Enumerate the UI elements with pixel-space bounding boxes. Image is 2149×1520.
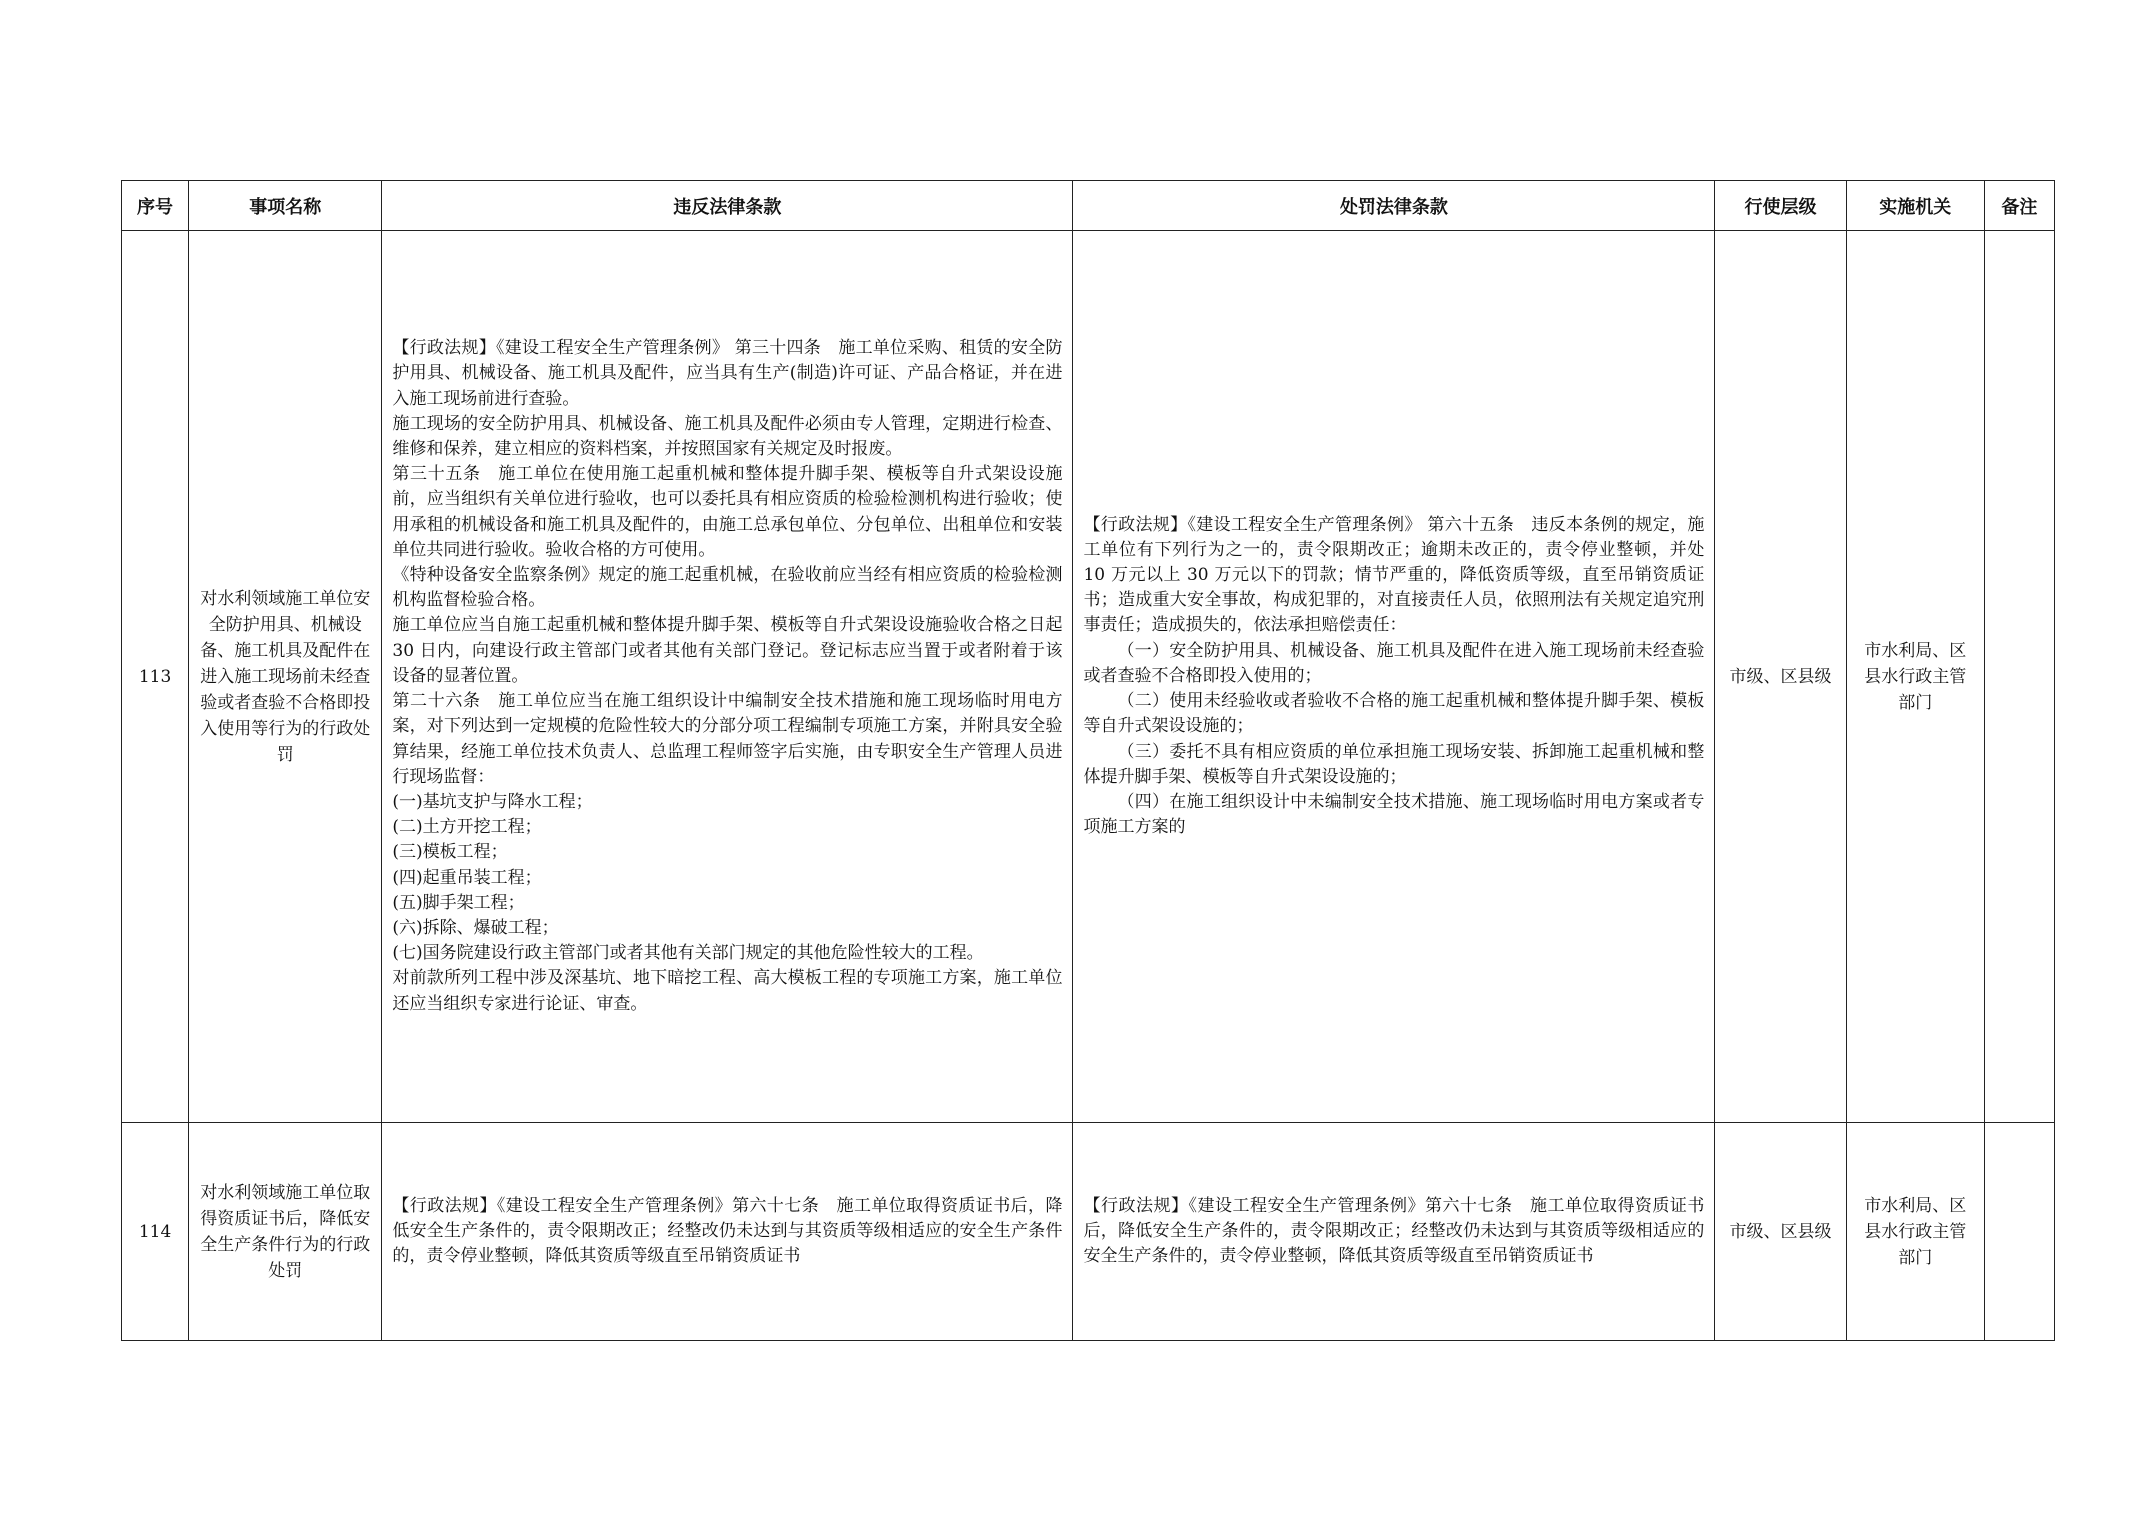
row-seq: 114: [122, 1123, 189, 1341]
header-seq: 序号: [122, 181, 189, 231]
table-row: [122, 1123, 2055, 1341]
violation-paragraph: (二)土方开挖工程；: [392, 817, 542, 838]
violation-paragraph: 施工单位应当自施工起重机械和整体提升脚手架、模板等自升式架设设施验收合格之日起 30 日内，向建设行政主管部门或者其他有关部门登记。登记标志应当置于或者附着于该设备的显著位置。: [392, 615, 1063, 686]
row-violation-clauses: [382, 1123, 1073, 1341]
violation-paragraph: (四)起重吊装工程；: [392, 867, 542, 888]
header-level: 行使层级: [1715, 181, 1846, 231]
row-remarks: [1984, 1123, 2054, 1341]
row-penalty-clauses: [1073, 231, 1715, 1123]
table-row: [122, 231, 2055, 1123]
header-item-name: 事项名称: [189, 181, 382, 231]
violation-paragraph: 《特种设备安全监察条例》规定的施工起重机械，在验收前应当经有相应资质的检验检测机构监督检验合格。: [392, 565, 1063, 611]
row-level: 市级、区县级: [1715, 231, 1846, 1123]
table-header-row: [122, 181, 2055, 231]
row-remarks: [1984, 231, 2054, 1123]
violation-paragraph: (七)国务院建设行政主管部门或者其他有关部门规定的其他危险性较大的工程。: [392, 943, 984, 964]
row-agency: 市水利局、区县水行政主管部门: [1846, 1123, 1984, 1341]
penalty-paragraph: （四）在施工组织设计中未编制安全技术措施、施工现场临时用电方案或者专项施工方案的: [1083, 791, 1705, 838]
penalty-paragraph: （三）委托不具有相应资质的单位承担施工现场安装、拆卸施工起重机械和整体提升脚手架、模板等自升式架设设施的；: [1083, 741, 1705, 787]
header-penalty: 处罚法律条款: [1073, 181, 1715, 231]
header-violation: 违反法律条款: [382, 181, 1073, 231]
violation-paragraph: 对前款所列工程中涉及深基坑、地下暗挖工程、高大模板工程的专项施工方案，施工单位还应当组织专家进行论证、审查。: [392, 968, 1063, 1014]
row-level: 市级、区县级: [1715, 1123, 1846, 1341]
header-remarks: 备注: [1984, 181, 2054, 231]
violation-paragraph: (五)脚手架工程；: [392, 892, 525, 913]
violation-paragraph: 第二十六条 施工单位应当在施工组织设计中编制安全技术措施和施工现场临时用电方案，对下列达到一定规模的危险性较大的分部分项工程编制专项施工方案，并附具安全验算结果，经施工单位技术负责人、总监理工程师签字后实施，由专职安全生产管理人员进行现场监督：: [392, 691, 1063, 787]
penalty-paragraph: （一）安全防护用具、机械设备、施工机具及配件在进入施工现场前未经查验或者查验不合格即投入使用的；: [1083, 640, 1705, 686]
violation-paragraph: 【行政法规】《建设工程安全生产管理条例》第六十七条 施工单位取得资质证书后，降低安全生产条件的，责令限期改正；经整改仍未达到与其资质等级相适应的安全生产条件的，责令停业整顿，降低其资质等级直至吊销资质证书: [392, 1195, 1063, 1267]
violation-paragraph: 第三十五条 施工单位在使用施工起重机械和整体提升脚手架、模板等自升式架设设施前，应当组织有关单位进行验收，也可以委托具有相应资质的检验检测机构进行验收；使用承租的机械设备和施工机具及配件的，由施工总承包单位、分包单位、出租单位和安装单位共同进行验收。验收合格的方可使用。: [392, 464, 1063, 560]
row-agency: 市水利局、区县水行政主管部门: [1846, 231, 1984, 1123]
violation-paragraph: (三)模板工程；: [392, 842, 508, 863]
row-seq: 113: [122, 231, 189, 1123]
row-item-name: 对水利领域施工单位取得资质证书后，降低安全生产条件行为的行政处罚: [189, 1123, 382, 1341]
row-item-name: 对水利领域施工单位安全防护用具、机械设备、施工机具及配件在进入施工现场前未经查验或者查验不合格即投入使用等行为的行政处罚: [189, 231, 382, 1123]
header-agency: 实施机关: [1846, 181, 1984, 231]
penalty-paragraph: 【行政法规】《建设工程安全生产管理条例》第六十七条 施工单位取得资质证书后，降低安全生产条件的，责令限期改正；经整改仍未达到与其资质等级相适应的安全生产条件的，责令停业整顿，降低其资质等级直至吊销资质证书: [1083, 1195, 1705, 1267]
violation-paragraph: 【行政法规】《建设工程安全生产管理条例》 第三十四条 施工单位采购、租赁的安全防护用具、机械设备、施工机具及配件，应当具有生产(制造)许可证、产品合格证，并在进入施工现场前进行查验。: [392, 338, 1063, 409]
violation-paragraph: 施工现场的安全防护用具、机械设备、施工机具及配件必须由专人管理，定期进行检查、维修和保养，建立相应的资料档案，并按照国家有关规定及时报废。: [392, 413, 1063, 460]
violation-paragraph: (一)基坑支护与降水工程；: [392, 791, 593, 812]
violation-paragraph: (六)拆除、爆破工程；: [392, 917, 559, 938]
penalty-paragraph: 【行政法规】《建设工程安全生产管理条例》 第六十五条 违反本条例的规定，施工单位有下列行为之一的，责令限期改正；逾期未改正的，责令停业整顿，并处 10 万元以上 30 万元以下的罚款；情节严重的，降低资质等级，直至吊销资质证书；造成重大安全事故，构成犯罪的，对直接责任人员，依照刑法有关规定追究刑事责任；造成损失的，依法承担赔偿责任：: [1083, 514, 1705, 636]
row-violation-clauses: [382, 231, 1073, 1123]
row-penalty-clauses: [1073, 1123, 1715, 1341]
penalty-paragraph: （二）使用未经验收或者验收不合格的施工起重机械和整体提升脚手架、模板等自升式架设设施的；: [1083, 691, 1705, 737]
penalty-items-table: [121, 180, 2055, 1341]
